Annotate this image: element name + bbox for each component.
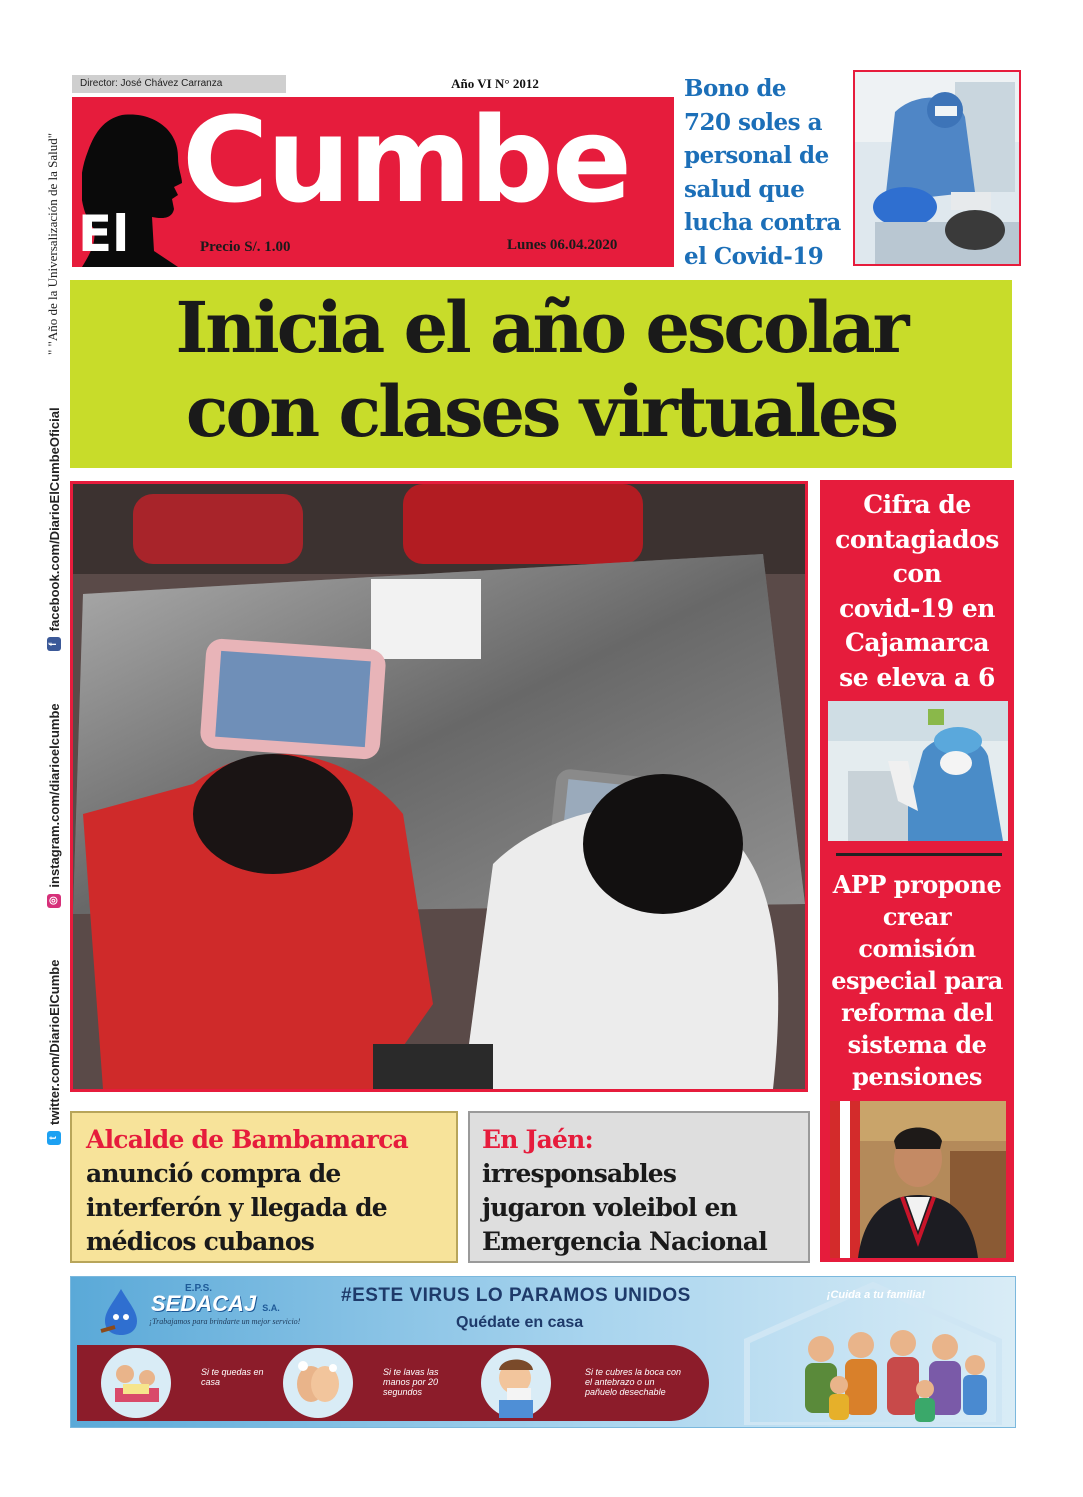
tip-stay-home: Si te quedas en casa: [201, 1367, 264, 1387]
story-line: crear: [882, 902, 952, 931]
social-instagram[interactable]: [47, 703, 62, 907]
top-story-line: lucha contra: [684, 209, 841, 236]
top-story-line: el Covid-19: [684, 242, 824, 270]
top-story-line: salud que: [684, 175, 805, 203]
director-strip: Director: José Chávez Carranza: [72, 75, 286, 93]
sedacaj-logo: [151, 1283, 280, 1317]
story-line: con: [892, 559, 942, 588]
instagram-link-text: instagram.com/diarioelcumbe: [46, 703, 62, 888]
ad-title: #ESTE VIRUS LO PARAMOS UNIDOS: [341, 1285, 691, 1306]
story-line: especial para: [831, 966, 1003, 995]
brand-suffix: S.A.: [262, 1303, 280, 1313]
story-contagiados[interactable]: [822, 488, 1012, 695]
cough-cover-icon: [481, 1348, 551, 1418]
issue-number: Año VI N° 2012: [451, 76, 539, 91]
story-line: contagiados: [835, 524, 999, 554]
social-facebook[interactable]: [47, 407, 62, 651]
tip-wash-hands: Si te lavas las manos por 20 segundos: [383, 1367, 439, 1397]
story-line: comisión: [858, 934, 976, 963]
story-line: pensiones: [852, 1062, 982, 1091]
lab-worker-photo: [828, 701, 1008, 841]
story-body-line: médicos cubanos: [86, 1227, 315, 1256]
tip-cover-cough: Si te cubres la boca con el antebrazo o un pañuelo desechable: [585, 1367, 682, 1397]
story-app-pensiones[interactable]: [822, 869, 1012, 1093]
top-story-line: personal de: [684, 142, 829, 169]
headline-line-1: Inicia el año escolar: [175, 286, 907, 369]
water-drop-mascot-icon: [97, 1287, 145, 1337]
top-story-line: 720 soles a: [684, 108, 823, 136]
health-worker-photo: [853, 70, 1021, 266]
main-headline[interactable]: [70, 280, 1012, 468]
story-jaen[interactable]: [468, 1111, 810, 1263]
top-story-line: Bono de: [684, 75, 787, 102]
logo-el: El: [78, 205, 130, 263]
ad-cuida-text: ¡Cuida a tu familia!: [826, 1289, 926, 1301]
top-story-headline[interactable]: [684, 72, 854, 273]
sedacaj-advertisement[interactable]: [70, 1276, 1016, 1428]
story-line: sistema de: [847, 1030, 987, 1059]
story-line: se eleva a 6: [839, 662, 995, 692]
twitter-link-text: twitter.com/DiarioElCumbe: [46, 959, 62, 1125]
story-line: reforma del: [841, 998, 993, 1027]
story-body-line: irresponsables: [482, 1159, 677, 1188]
story-body-line: anunció compra de: [86, 1159, 341, 1188]
story-line: covid-19 en: [839, 593, 995, 623]
story-line: APP propone: [832, 870, 1002, 899]
story-lead: En Jaén:: [482, 1125, 593, 1154]
main-photo-students-tablets: [70, 481, 808, 1092]
reading-kids-icon: [101, 1348, 171, 1418]
facebook-link-text: facebook.com/DiarioElCumbeOficial: [46, 407, 62, 632]
slogan-text: " "Año de la Universalización de la Salud": [45, 132, 60, 355]
social-twitter[interactable]: [47, 960, 62, 1145]
story-bambamarca[interactable]: [70, 1111, 458, 1263]
facebook-icon: f: [47, 637, 61, 651]
brand-prefix: E.P.S.: [185, 1283, 213, 1294]
story-lead: Alcalde de Bambamarca: [86, 1125, 408, 1154]
hand-washing-icon: [283, 1348, 353, 1418]
family-illustration-icon: [791, 1319, 991, 1423]
story-line: Cifra de: [863, 490, 971, 519]
social-links: [40, 405, 68, 1145]
headline-line-2: con clases virtuales: [185, 370, 897, 453]
tips-band: [77, 1345, 709, 1421]
story-body-line: Emergencia Nacional: [482, 1227, 767, 1256]
date: Lunes 06.04.2020: [507, 237, 618, 253]
story-line: Cajamarca: [844, 628, 990, 657]
brand-tagline: ¡Trabajamos para brindarte un mejor servicio!: [149, 1317, 301, 1326]
instagram-icon: ◎: [47, 894, 61, 908]
twitter-icon: t: [47, 1131, 61, 1145]
brand-name: SEDACAJ: [151, 1291, 257, 1316]
logo-cumbe: Cumbe: [182, 97, 631, 229]
side-slogan: [25, 85, 65, 355]
story-body-line: interferón y llegada de: [86, 1193, 387, 1222]
masthead: [72, 97, 674, 267]
column-divider: [836, 853, 1002, 856]
story-body-line: jugaron voleibol en: [482, 1193, 737, 1222]
ad-subtitle: Quédate en casa: [456, 1314, 584, 1331]
price: Precio S/. 1.00: [200, 239, 291, 255]
congressman-photo: [830, 1101, 1006, 1258]
